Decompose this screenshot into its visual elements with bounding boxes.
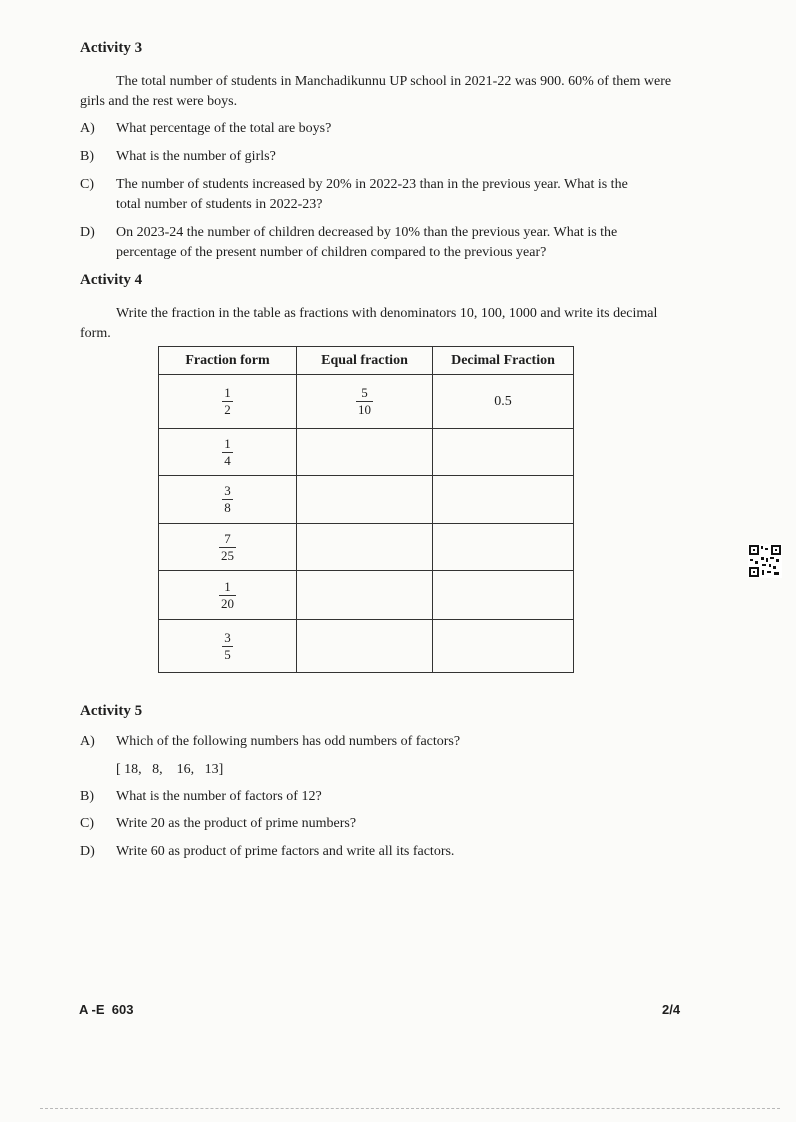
question-label: D) [80,225,95,240]
table-header-row [159,347,574,375]
numerator: 5 [361,385,368,400]
question-label: A) [80,734,95,749]
question-text: Write 60 as product of prime factors and write all its factors. [116,844,455,859]
denominator: 2 [224,402,231,417]
question-text-line-2: total number of students in 2022-23? [116,197,323,212]
activity-3-heading: Activity 3 [80,40,143,56]
table-row [159,571,574,620]
decimal-cell: 0.5 [433,375,574,429]
fraction-cell [159,571,297,620]
column-header: Equal fraction [297,347,433,375]
denominator: 10 [358,402,371,417]
qr-code-icon [748,544,782,578]
fraction-table [158,346,574,673]
equal-fraction-cell [297,524,433,571]
question-text: Which of the following numbers has odd numbers of factors? [116,734,461,749]
question-text: What percentage of the total are boys? [116,121,332,136]
activity-5-question-a [80,732,690,780]
question-text: What is the number of factors of 12? [116,789,322,804]
column-header: Fraction form [159,347,297,375]
decimal-cell [433,571,574,620]
number-options: [ 18, 8, 16, 13] [116,762,224,777]
activity-3-question-d [80,223,690,263]
activity-3-question-b [80,147,690,167]
page-bottom-border [40,1108,780,1109]
activity-5-heading: Activity 5 [80,703,143,719]
numerator: 7 [224,530,231,546]
question-text: What is the number of girls? [116,149,276,164]
numerator: 1 [224,385,231,400]
activity-5-question-c [80,814,690,834]
fraction-cell [159,524,297,571]
equal-fraction-cell [297,476,433,524]
equal-fraction-cell [297,429,433,476]
column-header: Decimal Fraction [433,347,574,375]
fraction-cell [159,429,297,476]
numerator: 3 [224,629,231,645]
equal-fraction-cell [297,375,433,429]
table-row [159,620,574,673]
question-text-line-1: On 2023-24 the number of children decreased by 10% than the previous year. What is the [116,225,618,240]
activity-5-question-d [80,842,690,862]
question-label: B) [80,789,94,804]
activity-3-intro: The total number of students in Manchadikunnu UP school in 2021-22 was 900. 60% of them were girls and the rest were boys. [80,74,672,109]
denominator: 8 [224,500,231,515]
denominator: 5 [224,646,231,662]
fraction-cell [159,476,297,524]
denominator: 25 [221,547,234,563]
table-row [159,375,574,429]
decimal-cell [433,429,574,476]
equal-fraction-cell [297,571,433,620]
activity-4-intro: Write the fraction in the table as fractions with denominators 10, 100, 1000 and write its decimal form. [80,306,658,341]
table-row [159,429,574,476]
paper-code: A -E 603 [79,1002,134,1017]
activity-3-question-a [80,119,690,139]
fraction-cell [159,375,297,429]
table-row [159,524,574,571]
numerator: 3 [224,483,231,498]
question-text-line-2: percentage of the present number of children compared to the previous year? [116,245,547,260]
denominator: 4 [224,452,231,468]
equal-fraction-cell [297,620,433,673]
activity-5-question-b [80,787,690,807]
question-text: Write 20 as the product of prime numbers? [116,816,357,831]
table-row [159,476,574,524]
decimal-cell [433,524,574,571]
fraction-cell [159,620,297,673]
denominator: 20 [221,595,234,611]
question-label: C) [80,816,94,831]
numerator: 1 [224,578,231,594]
page-number: 2/4 [662,1002,681,1017]
question-text-line-1: The number of students increased by 20% in 2022-23 than in the previous year. What is the [116,177,628,192]
numerator: 1 [224,435,231,451]
question-label: B) [80,149,94,164]
decimal-cell [433,476,574,524]
decimal-cell [433,620,574,673]
activity-3-question-c [80,175,690,215]
question-label: C) [80,177,94,192]
question-label: D) [80,844,95,859]
question-label: A) [80,121,95,136]
activity-4-heading: Activity 4 [80,272,143,288]
